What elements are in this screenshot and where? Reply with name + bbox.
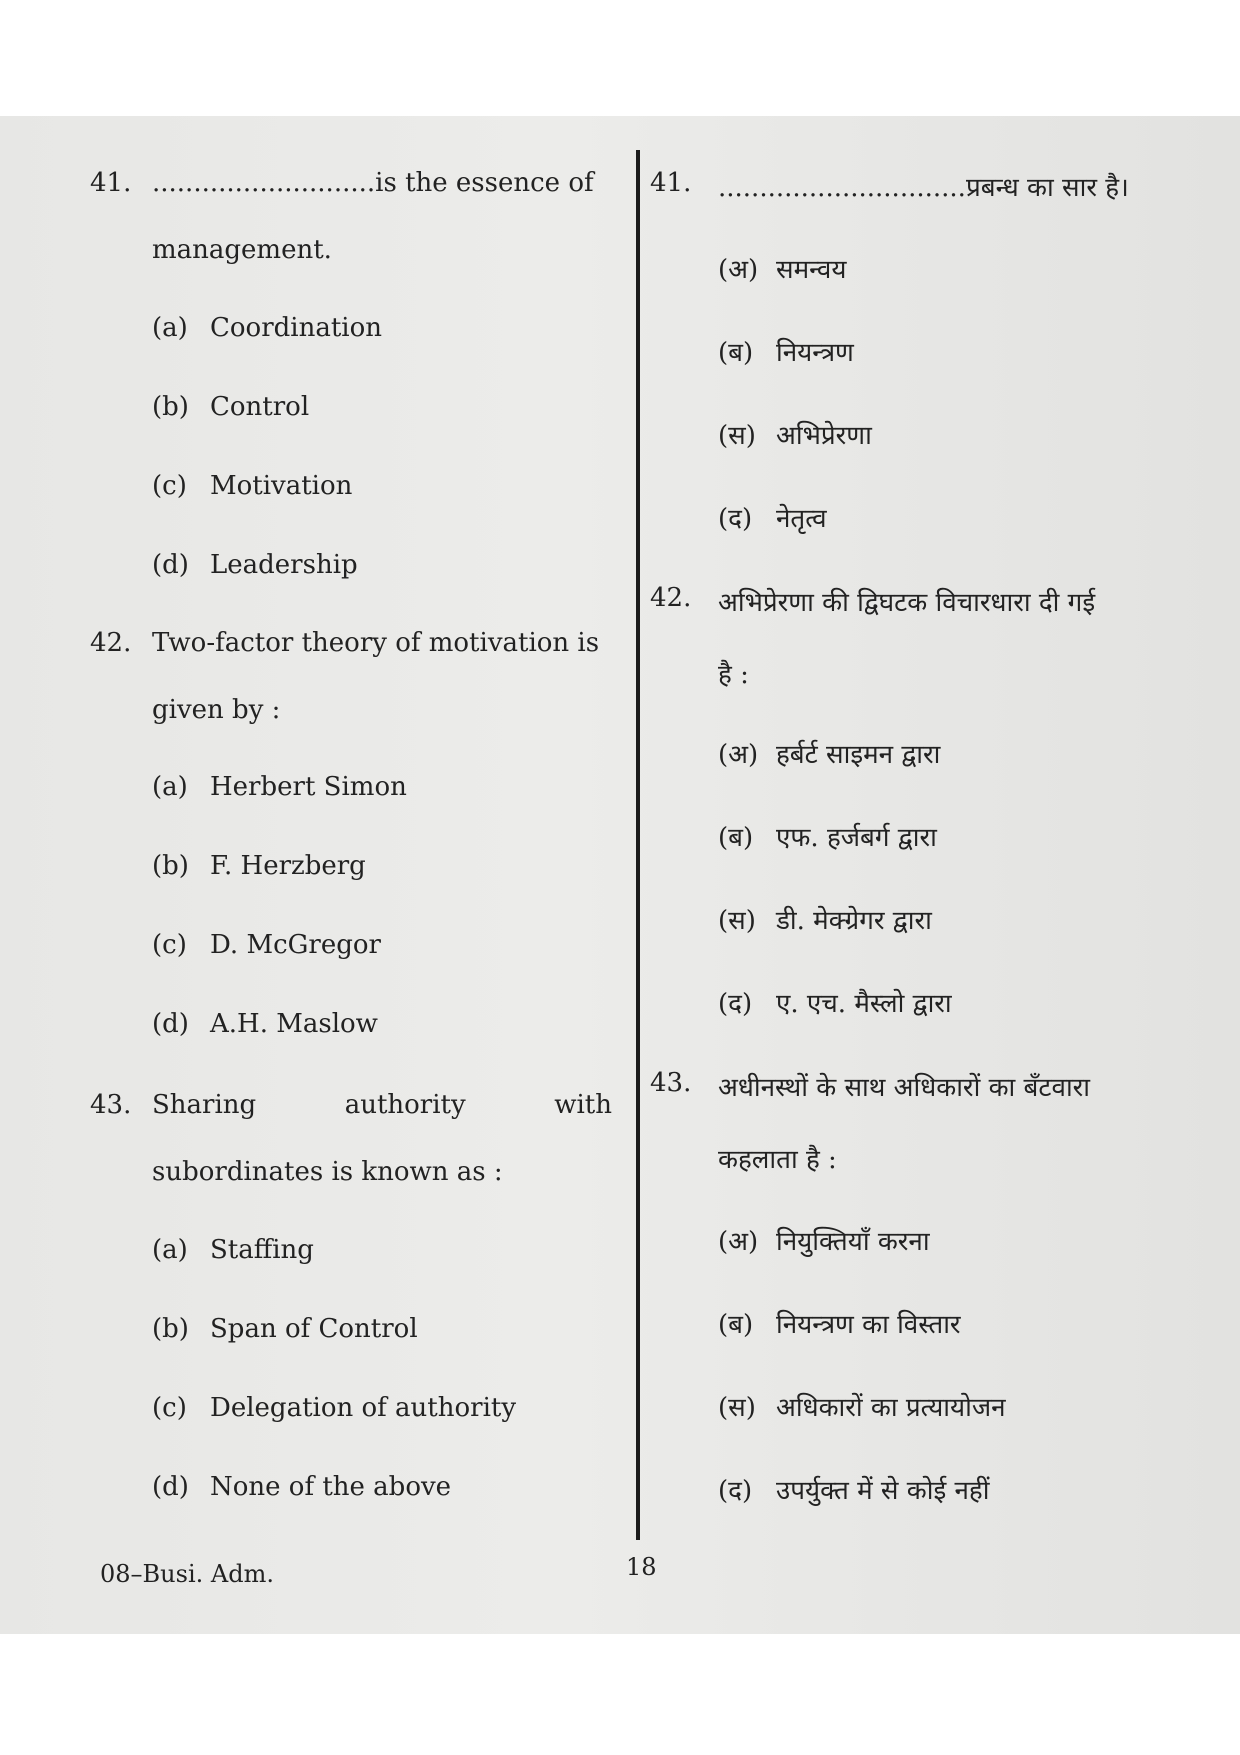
- question-number: 43.: [650, 1068, 692, 1098]
- option-b: (ब) एफ. हर्जबर्ग द्वारा: [718, 823, 937, 853]
- option-a: (a) Herbert Simon: [152, 772, 407, 802]
- question-number: 43.: [90, 1090, 132, 1120]
- option-d: (द) ए. एच. मैस्लो द्वारा: [718, 989, 952, 1019]
- question-stem-cont: है :: [718, 660, 749, 690]
- question-stem-cont: subordinates is known as :: [152, 1157, 503, 1187]
- option-d: (द) उपर्युक्त में से कोई नहीं: [718, 1476, 990, 1506]
- option-a: (अ) समन्वय: [718, 255, 847, 285]
- option-c: (स) अधिकारों का प्रत्यायोजन: [718, 1393, 1006, 1423]
- question-number: 42.: [650, 583, 692, 613]
- option-c: (c) Delegation of authority: [152, 1393, 517, 1423]
- option-d: (d) A.H. Maslow: [152, 1009, 378, 1039]
- option-a: (a) Coordination: [152, 313, 382, 343]
- option-c: (स) अभिप्रेरणा: [718, 421, 872, 451]
- option-b: (b) Span of Control: [152, 1314, 418, 1344]
- page-number: 18: [626, 1553, 657, 1581]
- column-divider: [636, 150, 640, 1540]
- question-stem: Two-factor theory of motivation is: [152, 628, 600, 658]
- question-stem-cont: management.: [152, 235, 332, 265]
- question-number: 42.: [90, 628, 132, 658]
- option-b: (ब) नियन्त्रण का विस्तार: [718, 1310, 961, 1340]
- option-d: (द) नेतृत्व: [718, 504, 827, 534]
- question-number: 41.: [650, 168, 692, 198]
- option-c: (c) D. McGregor: [152, 930, 381, 960]
- option-c: (c) Motivation: [152, 471, 353, 501]
- option-a: (अ) नियुक्तियाँ करना: [718, 1227, 930, 1257]
- option-b: (ब) नियन्त्रण: [718, 338, 854, 368]
- question-stem: अधीनस्थों के साथ अधिकारों का बँटवारा: [718, 1073, 1091, 1103]
- question-stem: अभिप्रेरणा की द्विघटक विचारधारा दी गई: [718, 588, 1096, 618]
- option-b: (b) F. Herzberg: [152, 851, 366, 881]
- option-c: (स) डी. मेक्ग्रेगर द्वारा: [718, 906, 932, 936]
- question-stem: Sharing authority with: [152, 1090, 612, 1120]
- option-a: (a) Staffing: [152, 1235, 314, 1265]
- question-number: 41.: [90, 168, 132, 198]
- option-a: (अ) हर्बर्ट साइमन द्वारा: [718, 740, 941, 770]
- question-stem: ...........................is the essence of: [152, 168, 594, 198]
- option-d: (d) None of the above: [152, 1472, 452, 1502]
- option-b: (b) Control: [152, 392, 310, 422]
- question-stem-cont: कहलाता है :: [718, 1145, 837, 1175]
- subject-code: 08–Busi. Adm.: [100, 1560, 274, 1588]
- question-stem: ..............................प्रबन्ध का सार है।: [718, 173, 1129, 203]
- question-stem-cont: given by :: [152, 695, 281, 725]
- option-d: (d) Leadership: [152, 550, 358, 580]
